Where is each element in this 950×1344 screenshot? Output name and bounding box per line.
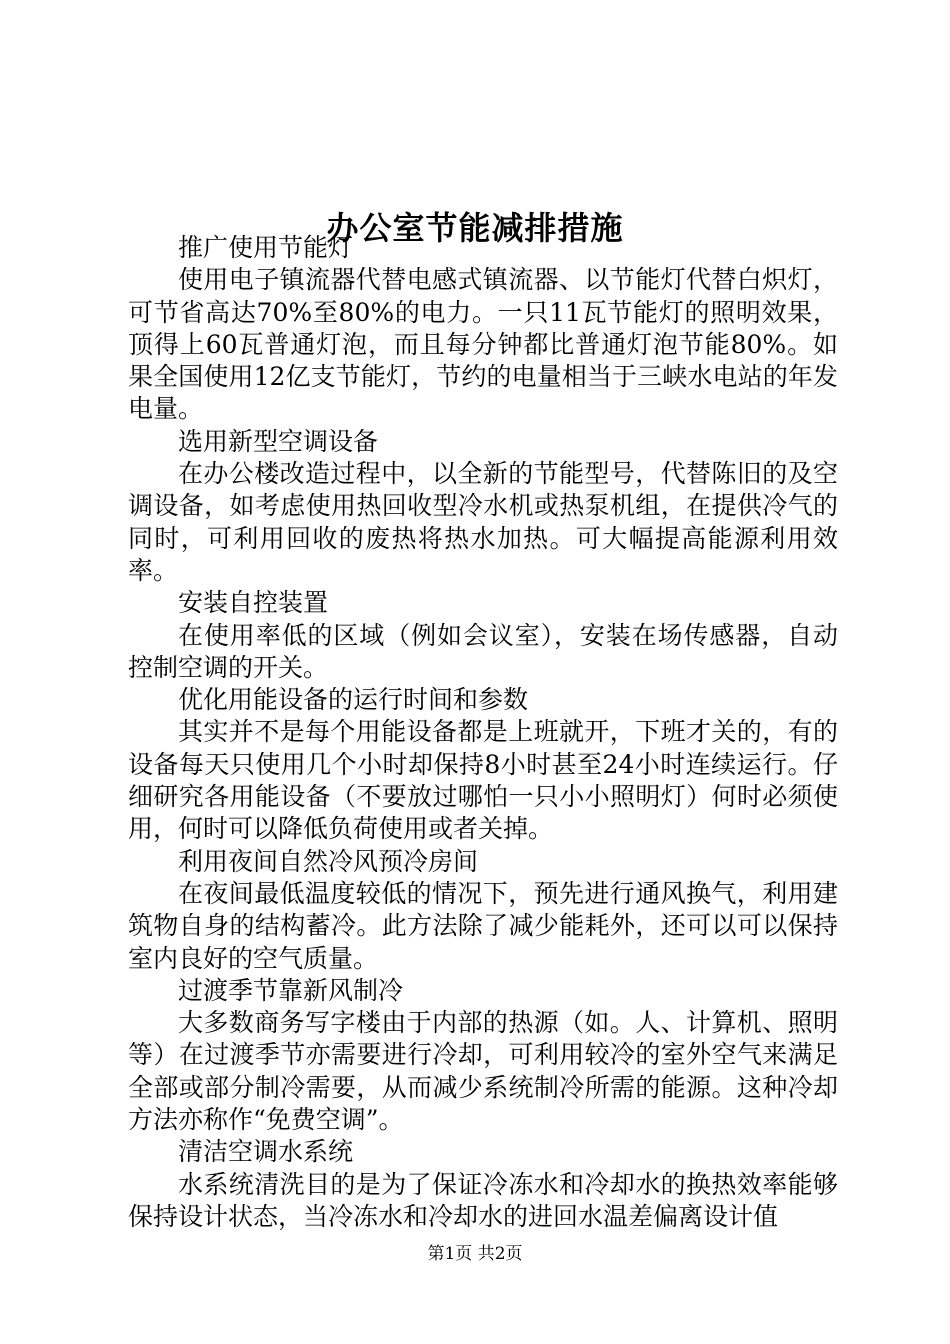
section-new-air-conditioning <box>128 426 838 587</box>
section-optimize-runtime <box>128 684 838 845</box>
section-paragraph: 在夜间最低温度较低的情况下，预先进行通风换气，利用建筑物自身的结构蓄冷。此方法除了减少能耗外，还可以可以保持室内良好的空气质量。 <box>128 878 838 973</box>
section-night-cooling <box>128 846 838 975</box>
section-heading: 利用夜间自然冷风预冷房间 <box>178 846 479 876</box>
section-paragraph: 在办公楼改造过程中，以全新的节能型号，代替陈旧的及空调设备，如考虑使用热回收型冷水机或热泵机组，在提供冷气的同时，可利用回收的废热将热水加热。可大幅提高能源利用效率。 <box>128 459 838 585</box>
section-paragraph: 其实并不是每个用能设备都是上班就开，下班才关的，有的设备每天只使用几个小时却保持8小时甚至24小时连续运行。仔细研究各用能设备（不要放过哪怕一只小小照明灯）何时必须使用，何时可以降低负荷使用或者关掉。 <box>128 717 838 844</box>
page-footer: 第1页 共2页 <box>427 1244 523 1264</box>
section-heading: 推广使用节能灯 <box>178 233 354 262</box>
section-paragraph: 水系统清洗目的是为了保证冷冻水和冷却水的换热效率能够保持设计状态，当冷冻水和冷却水的进回水温差偏离设计值 <box>128 1169 838 1231</box>
document-body <box>128 232 838 1233</box>
section-energy-saving-lamps <box>128 232 838 426</box>
document-title: 办公室节能减排措施 <box>326 209 624 248</box>
section-heading: 清洁空调水系统 <box>178 1137 354 1167</box>
section-heading: 优化用能设备的运行时间和参数 <box>178 685 529 715</box>
section-paragraph: 使用电子镇流器代替电感式镇流器、以节能灯代替白炽灯，可节省高达70%至80%的电力。一只11瓦节能灯的照明效果，顶得上60瓦普通灯泡，而且每分钟都比普通灯泡节能80%。如果全国使用12亿支节能灯，节约的电量相当于三峡水电站的年发电量。 <box>128 265 838 424</box>
section-paragraph: 大多数商务写字楼由于内部的热源（如。人、计算机、照明等）在过渡季节亦需要进行冷却，可利用较冷的室外空气来满足全部或部分制冷需要，从而减少系统制冷所需的能源。这种冷却方法亦称作“免费空调”。 <box>128 1008 838 1135</box>
section-auto-control <box>128 587 838 684</box>
section-heading: 安装自控装置 <box>178 588 329 618</box>
section-paragraph: 在使用率低的区域（例如会议室），安装在场传感器，自动控制空调的开关。 <box>128 620 838 682</box>
section-fresh-air-cooling <box>128 975 838 1136</box>
section-heading: 选用新型空调设备 <box>178 426 379 456</box>
section-clean-water-system <box>128 1136 838 1233</box>
section-heading: 过渡季节靠新风制冷 <box>178 975 404 1005</box>
